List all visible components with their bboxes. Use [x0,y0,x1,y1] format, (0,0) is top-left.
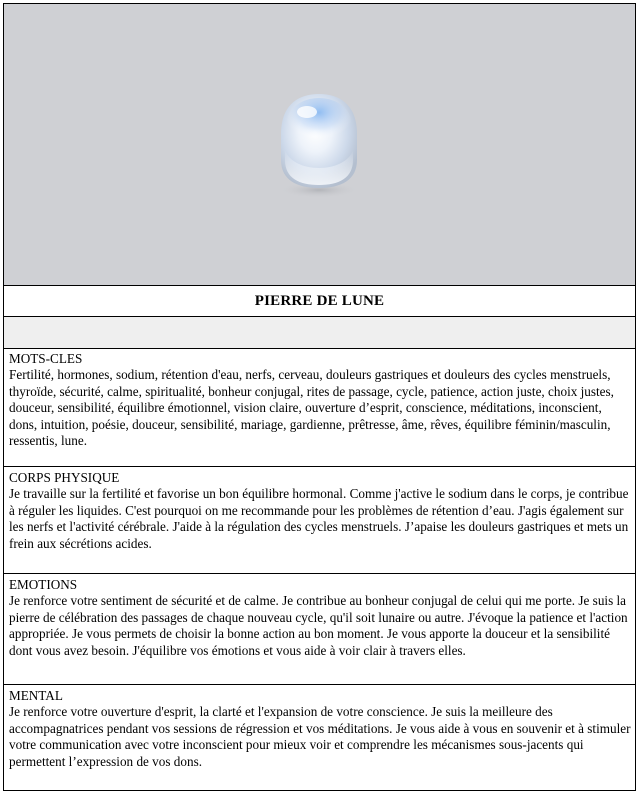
section-mental [4,686,635,790]
section-text: Je renforce votre sentiment de sécurité et de calme. Je contribue au bonheur conjugal de celui qui me porte. Je suis la pierre de célébration des passages de chaque nouveau cycle, qu'il soit lunaire ou autre. J'évoque la patience et l'action appropriée. Je vous permets de choisir la bonne action au bon moment. Je vous apporte la douceur et la sensibilité dont vous avez besoin. J'équilibre vos émotions et vous aide à voir clair à travers elles. [9,593,628,658]
section-mots-cles [4,349,635,467]
moonstone-image [273,88,365,200]
section-text: Je renforce votre ouverture d'esprit, la clarté et l'expansion de votre conscience. Je suis la meilleure des accompagnatrices pendant vos sessions de régression et vos méditations. Je vous aide à vous en souvenir et à stimuler votre communication avec votre inconscient pour mieux voir et comprendre les mécanismes sous-jacents qui permettent l’expression de vos dons. [9,704,631,769]
empty-row [4,317,635,349]
page-title: PIERRE DE LUNE [4,286,635,317]
section-text: Je travaille sur la fertilité et favorise un bon équilibre hormonal. Comme j'active le sodium dans le corps, je contribue à réguler les liquides. C'est pourquoi on me recommande pour les problèmes de rétention d’eau. J'agis également sur les nerfs et l'activité cérébrale. J'aide à la régulation des cycles menstruels. J’apaise les douleurs gastriques et mets un frein aux sécrétions acides. [9,486,629,551]
stone-photo [4,4,635,286]
section-corps-physique [4,468,635,574]
section-emotions [4,575,635,685]
section-heading: EMOTIONS [9,577,78,592]
section-heading: CORPS PHYSIQUE [9,470,120,485]
section-text: Fertilité, hormones, sodium, rétention d'eau, nerfs, cerveau, douleurs gastriques et douleurs des cycles menstruels, thyroïde, sécurité, calme, spiritualité, bonheur conjugal, rites de passage, cycle, patience, action juste, choix justes, douceur, sensibilité, équilibre émotionnel, vision claire, ouverture d’esprit, conscience, méditations, inconscient, dons, intuition, poésie, douceur, sensibilité, mariage, gardienne, prêtresse, âme, rêves, équilibre féminin/masculin, ressentis, lune. [9,367,614,449]
document-table [3,3,636,791]
section-heading: MOTS-CLES [9,351,83,366]
section-heading: MENTAL [9,688,63,703]
